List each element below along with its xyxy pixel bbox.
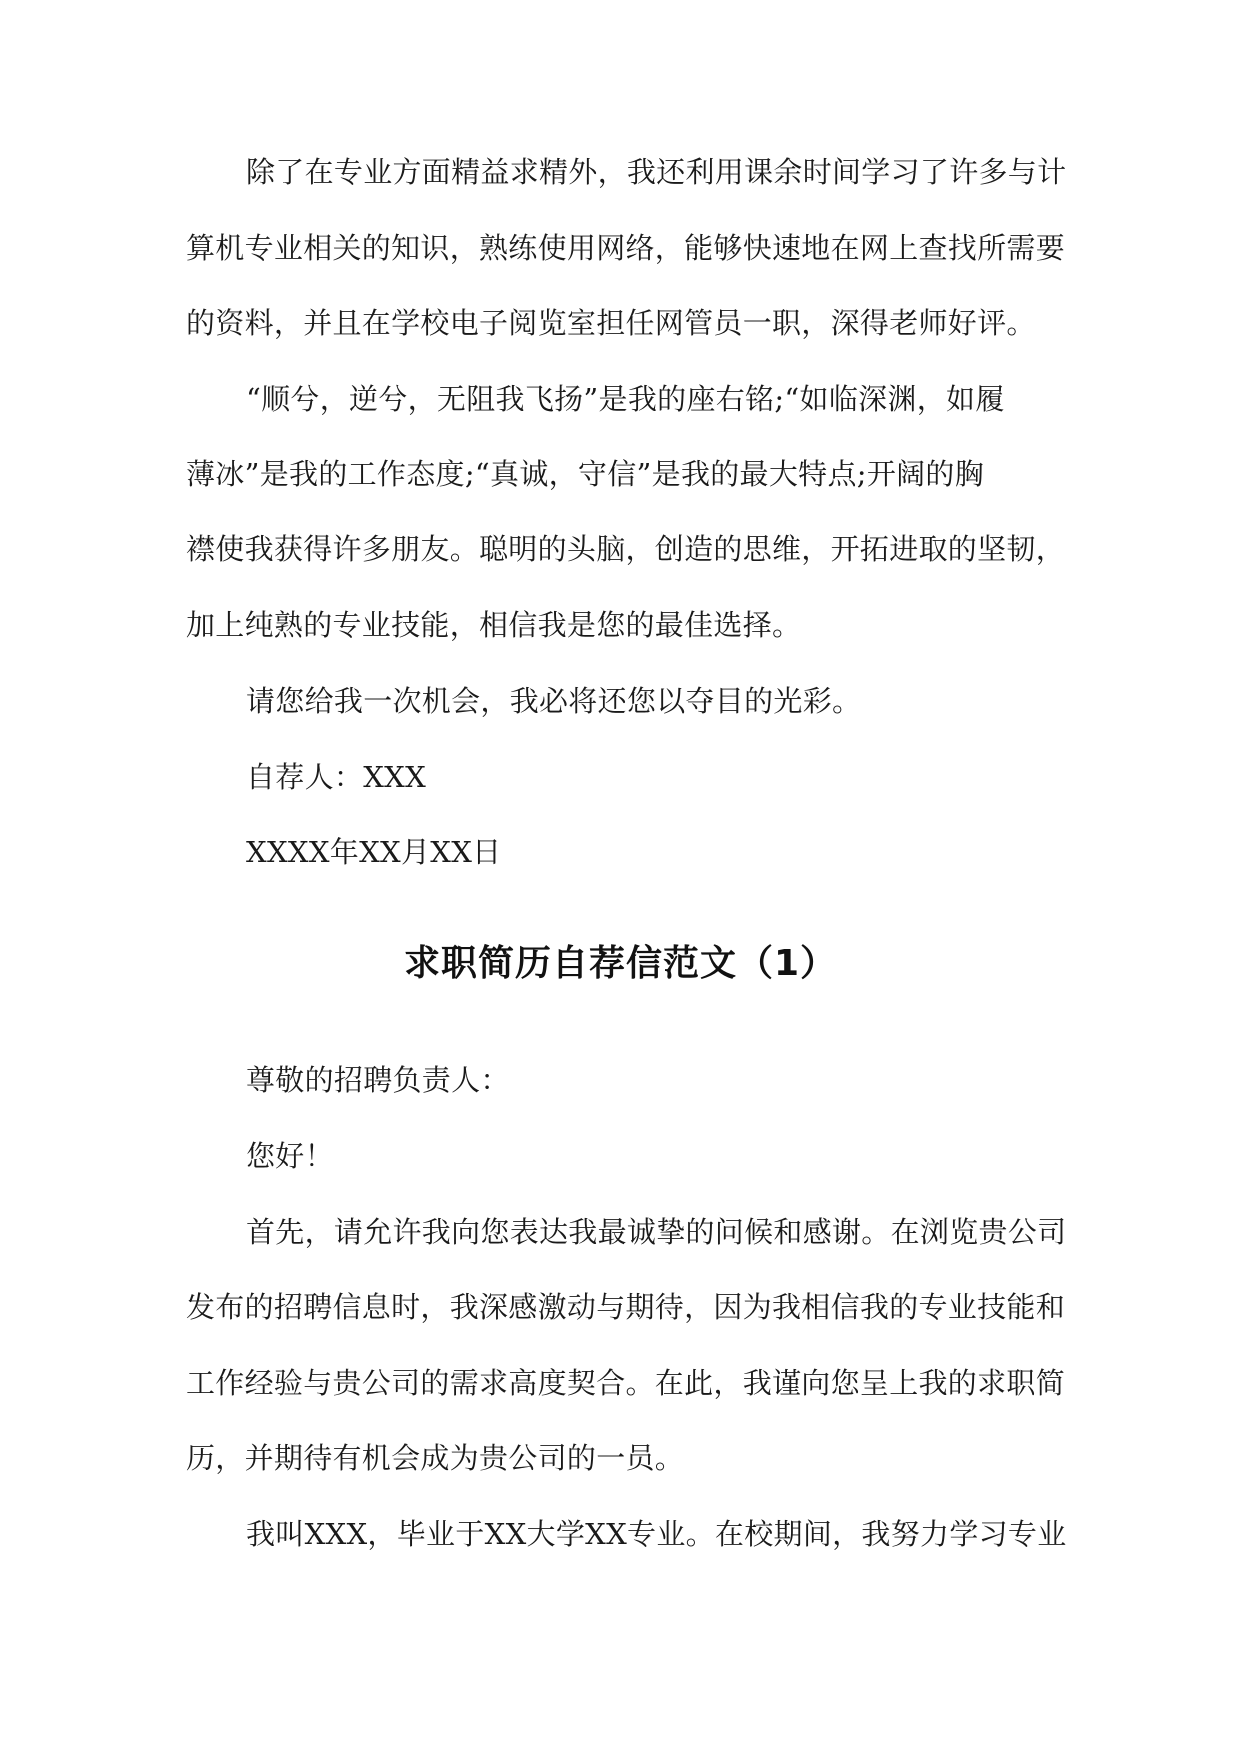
paragraph-line: 首先，请允许我向您表达我最诚挚的问候和感谢。在浏览贵公司 xyxy=(246,1215,1067,1249)
paragraph-line: 襟使我获得许多朋友。聪明的头脑，创造的思维，开拓进取的坚韧， xyxy=(186,532,1066,566)
paragraph-line: 除了在专业方面精益求精外，我还利用课余时间学习了许多与计 xyxy=(246,155,1067,189)
paragraph-line: 算机专业相关的知识，熟练使用网络，能够快速地在网上查找所需要 xyxy=(186,231,1066,265)
salutation: 尊敬的招聘负责人： xyxy=(246,1063,510,1097)
paragraph-line: 薄冰”是我的工作态度;“真诚，守信”是我的最大特点;开阔的胸 xyxy=(186,457,985,491)
paragraph-line: 加上纯熟的专业技能，相信我是您的最佳选择。 xyxy=(186,608,802,642)
greeting: 您好！ xyxy=(246,1139,334,1173)
paragraph-line: 发布的招聘信息时，我深感激动与期待，因为我相信我的专业技能和 xyxy=(186,1290,1066,1324)
document-title: 求职简历自荐信范文（1） xyxy=(403,943,838,984)
paragraph-line: 历，并期待有机会成为贵公司的一员。 xyxy=(186,1441,685,1475)
paragraph-line: 我叫XXX，毕业于XX大学XX专业。在校期间，我努力学习专业 xyxy=(246,1517,1067,1551)
paragraph-line: 的资料，并且在学校电子阅览室担任网管员一职，深得老师好评。 xyxy=(186,306,1036,340)
date: XXXX年XX月XX日 xyxy=(246,835,502,869)
paragraph-line: 工作经验与贵公司的需求高度契合。在此，我谨向您呈上我的求职简 xyxy=(186,1366,1066,1400)
signature: 自荐人：XXX xyxy=(246,760,427,794)
closing-line: 请您给我一次机会，我必将还您以夺目的光彩。 xyxy=(246,684,862,718)
paragraph-line: “顺兮，逆兮，无阻我飞扬”是我的座右铭;“如临深渊，如履 xyxy=(246,382,1005,416)
